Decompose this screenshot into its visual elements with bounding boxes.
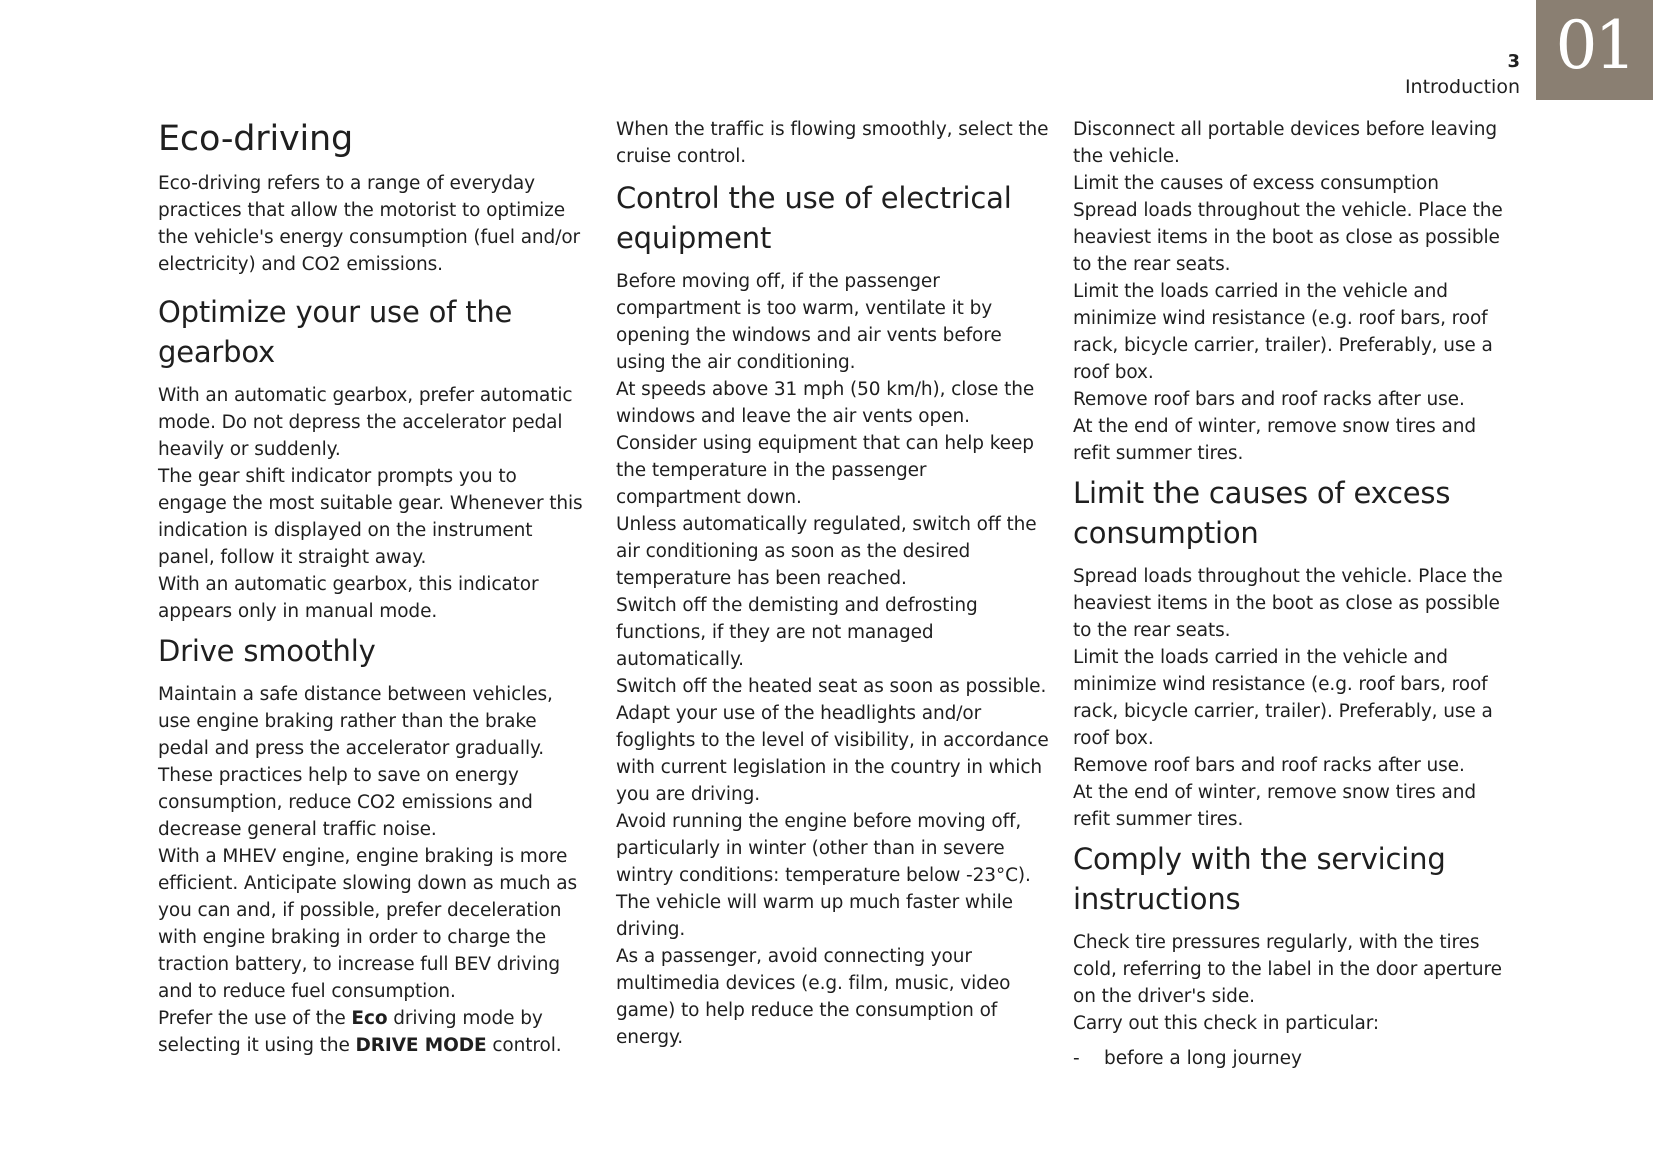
paragraph: Limit the loads carried in the vehicle and minimize wind resistance (e.g. roof bars, roof rack, bicycle carrier, trailer). Preferably, use a roof box.	[1073, 281, 1493, 383]
heading-gearbox: Optimize your use of the gearbox	[158, 295, 513, 369]
heading-electrical-equipment: Control the use of electrical equipment	[616, 181, 1012, 255]
drive-mode-term: DRIVE MODE	[355, 1035, 487, 1056]
paragraph: At speeds above 31 mph (50 km/h), close the windows and leave the air vents open.	[616, 379, 1035, 427]
text-run: control.	[486, 1035, 562, 1056]
page-header	[1405, 50, 1520, 100]
column-right	[1073, 116, 1513, 1072]
heading-servicing-instructions: Comply with the servicing instructions	[1073, 842, 1446, 916]
text-run: driving mode by selecting it using the	[158, 1008, 543, 1056]
text-run: Prefer the use of the	[158, 1008, 352, 1029]
paragraph: Limit the causes of excess consumption	[1073, 173, 1439, 194]
paragraph: Avoid running the engine before moving off, particularly in winter (other than in severe wintry conditions: temperature below -23°C). The vehicle will warm up much faster while driving.	[616, 811, 1031, 940]
section-name: Introduction	[1404, 76, 1520, 98]
paragraph: With a MHEV engine, engine braking is more efficient. Anticipate slowing down as much as you can and, if possible, prefer deceleration with engine braking in order to charge the traction battery, to increase full BEV driving and to reduce fuel consumption.	[158, 846, 578, 1002]
paragraph: Limit the loads carried in the vehicle and minimize wind resistance (e.g. roof bars, roof rack, bicycle carrier, trailer). Preferably, use a roof box.	[1073, 647, 1493, 749]
paragraph: When the traffic is flowing smoothly, select the cruise control.	[616, 119, 1049, 167]
paragraph: Unless automatically regulated, switch off the air conditioning as soon as the desired temperature has been reached.	[616, 514, 1037, 589]
paragraph: Before moving off, if the passenger compartment is too warm, ventilate it by opening the windows and air vents before using the air conditioning.	[616, 271, 1002, 373]
paragraph: Disconnect all portable devices before leaving the vehicle.	[1073, 119, 1498, 167]
column-middle	[616, 116, 1056, 1051]
paragraph: At the end of winter, remove snow tires and refit summer tires.	[1073, 416, 1476, 464]
page-number: 3	[1507, 51, 1520, 72]
paragraph: Maintain a safe distance between vehicles, use engine braking rather than the brake pedal and press the accelerator gradually. These practices help to save on energy consumption, reduce CO2 emissions and decrease general traffic noise.	[158, 684, 553, 840]
paragraph: Spread loads throughout the vehicle. Place the heaviest items in the boot as close as possible to the rear seats.	[1073, 566, 1503, 641]
paragraph: With an automatic gearbox, this indicator appears only in manual mode.	[158, 574, 539, 622]
paragraph: Switch off the demisting and defrosting functions, if they are not managed automatically.	[616, 595, 978, 670]
paragraph: Switch off the heated seat as soon as possible.	[616, 676, 1047, 697]
paragraph: Carry out this check in particular:	[1073, 1013, 1380, 1034]
paragraph: Remove roof bars and roof racks after use.	[1073, 755, 1465, 776]
list-item-text: before a long journey	[1104, 1048, 1302, 1069]
paragraph: Remove roof bars and roof racks after use.	[1073, 389, 1465, 410]
chapter-number: 01	[1555, 7, 1634, 84]
list-item	[1073, 1045, 1513, 1072]
paragraph: At the end of winter, remove snow tires and refit summer tires.	[1073, 782, 1476, 830]
heading-drive-smoothly: Drive smoothly	[158, 634, 376, 668]
paragraph: Adapt your use of the headlights and/or foglights to the level of visibility, in accordance with current legislation in the country in which you are driving.	[616, 703, 1049, 805]
heading-excess-consumption: Limit the causes of excess consumption	[1073, 476, 1451, 550]
heading-eco-driving: Eco-driving	[158, 119, 354, 159]
paragraph: Spread loads throughout the vehicle. Place the heaviest items in the boot as close as possible to the rear seats.	[1073, 200, 1503, 275]
chapter-tab	[1536, 0, 1653, 100]
paragraph: Consider using equipment that can help keep the temperature in the passenger compartment down.	[616, 433, 1034, 508]
paragraph: Check tire pressures regularly, with the tires cold, referring to the label in the door aperture on the driver's side.	[1073, 932, 1502, 1007]
paragraph	[158, 1005, 588, 1059]
paragraph: Eco-driving refers to a range of everyday practices that allow the motorist to optimize the vehicle's energy consumption (fuel and/or electricity) and CO2 emissions.	[158, 173, 581, 275]
paragraph: With an automatic gearbox, prefer automatic mode. Do not depress the accelerator pedal heavily or suddenly.	[158, 385, 573, 460]
column-left	[158, 114, 588, 1059]
paragraph: The gear shift indicator prompts you to engage the most suitable gear. Whenever this indication is displayed on the instrument panel, follow it straight away.	[158, 466, 583, 568]
eco-mode-term: Eco	[351, 1008, 388, 1029]
bullet-dash: -	[1073, 1048, 1080, 1069]
paragraph: As a passenger, avoid connecting your multimedia devices (e.g. film, music, video game) to help reduce the consumption of energy.	[616, 946, 1011, 1048]
